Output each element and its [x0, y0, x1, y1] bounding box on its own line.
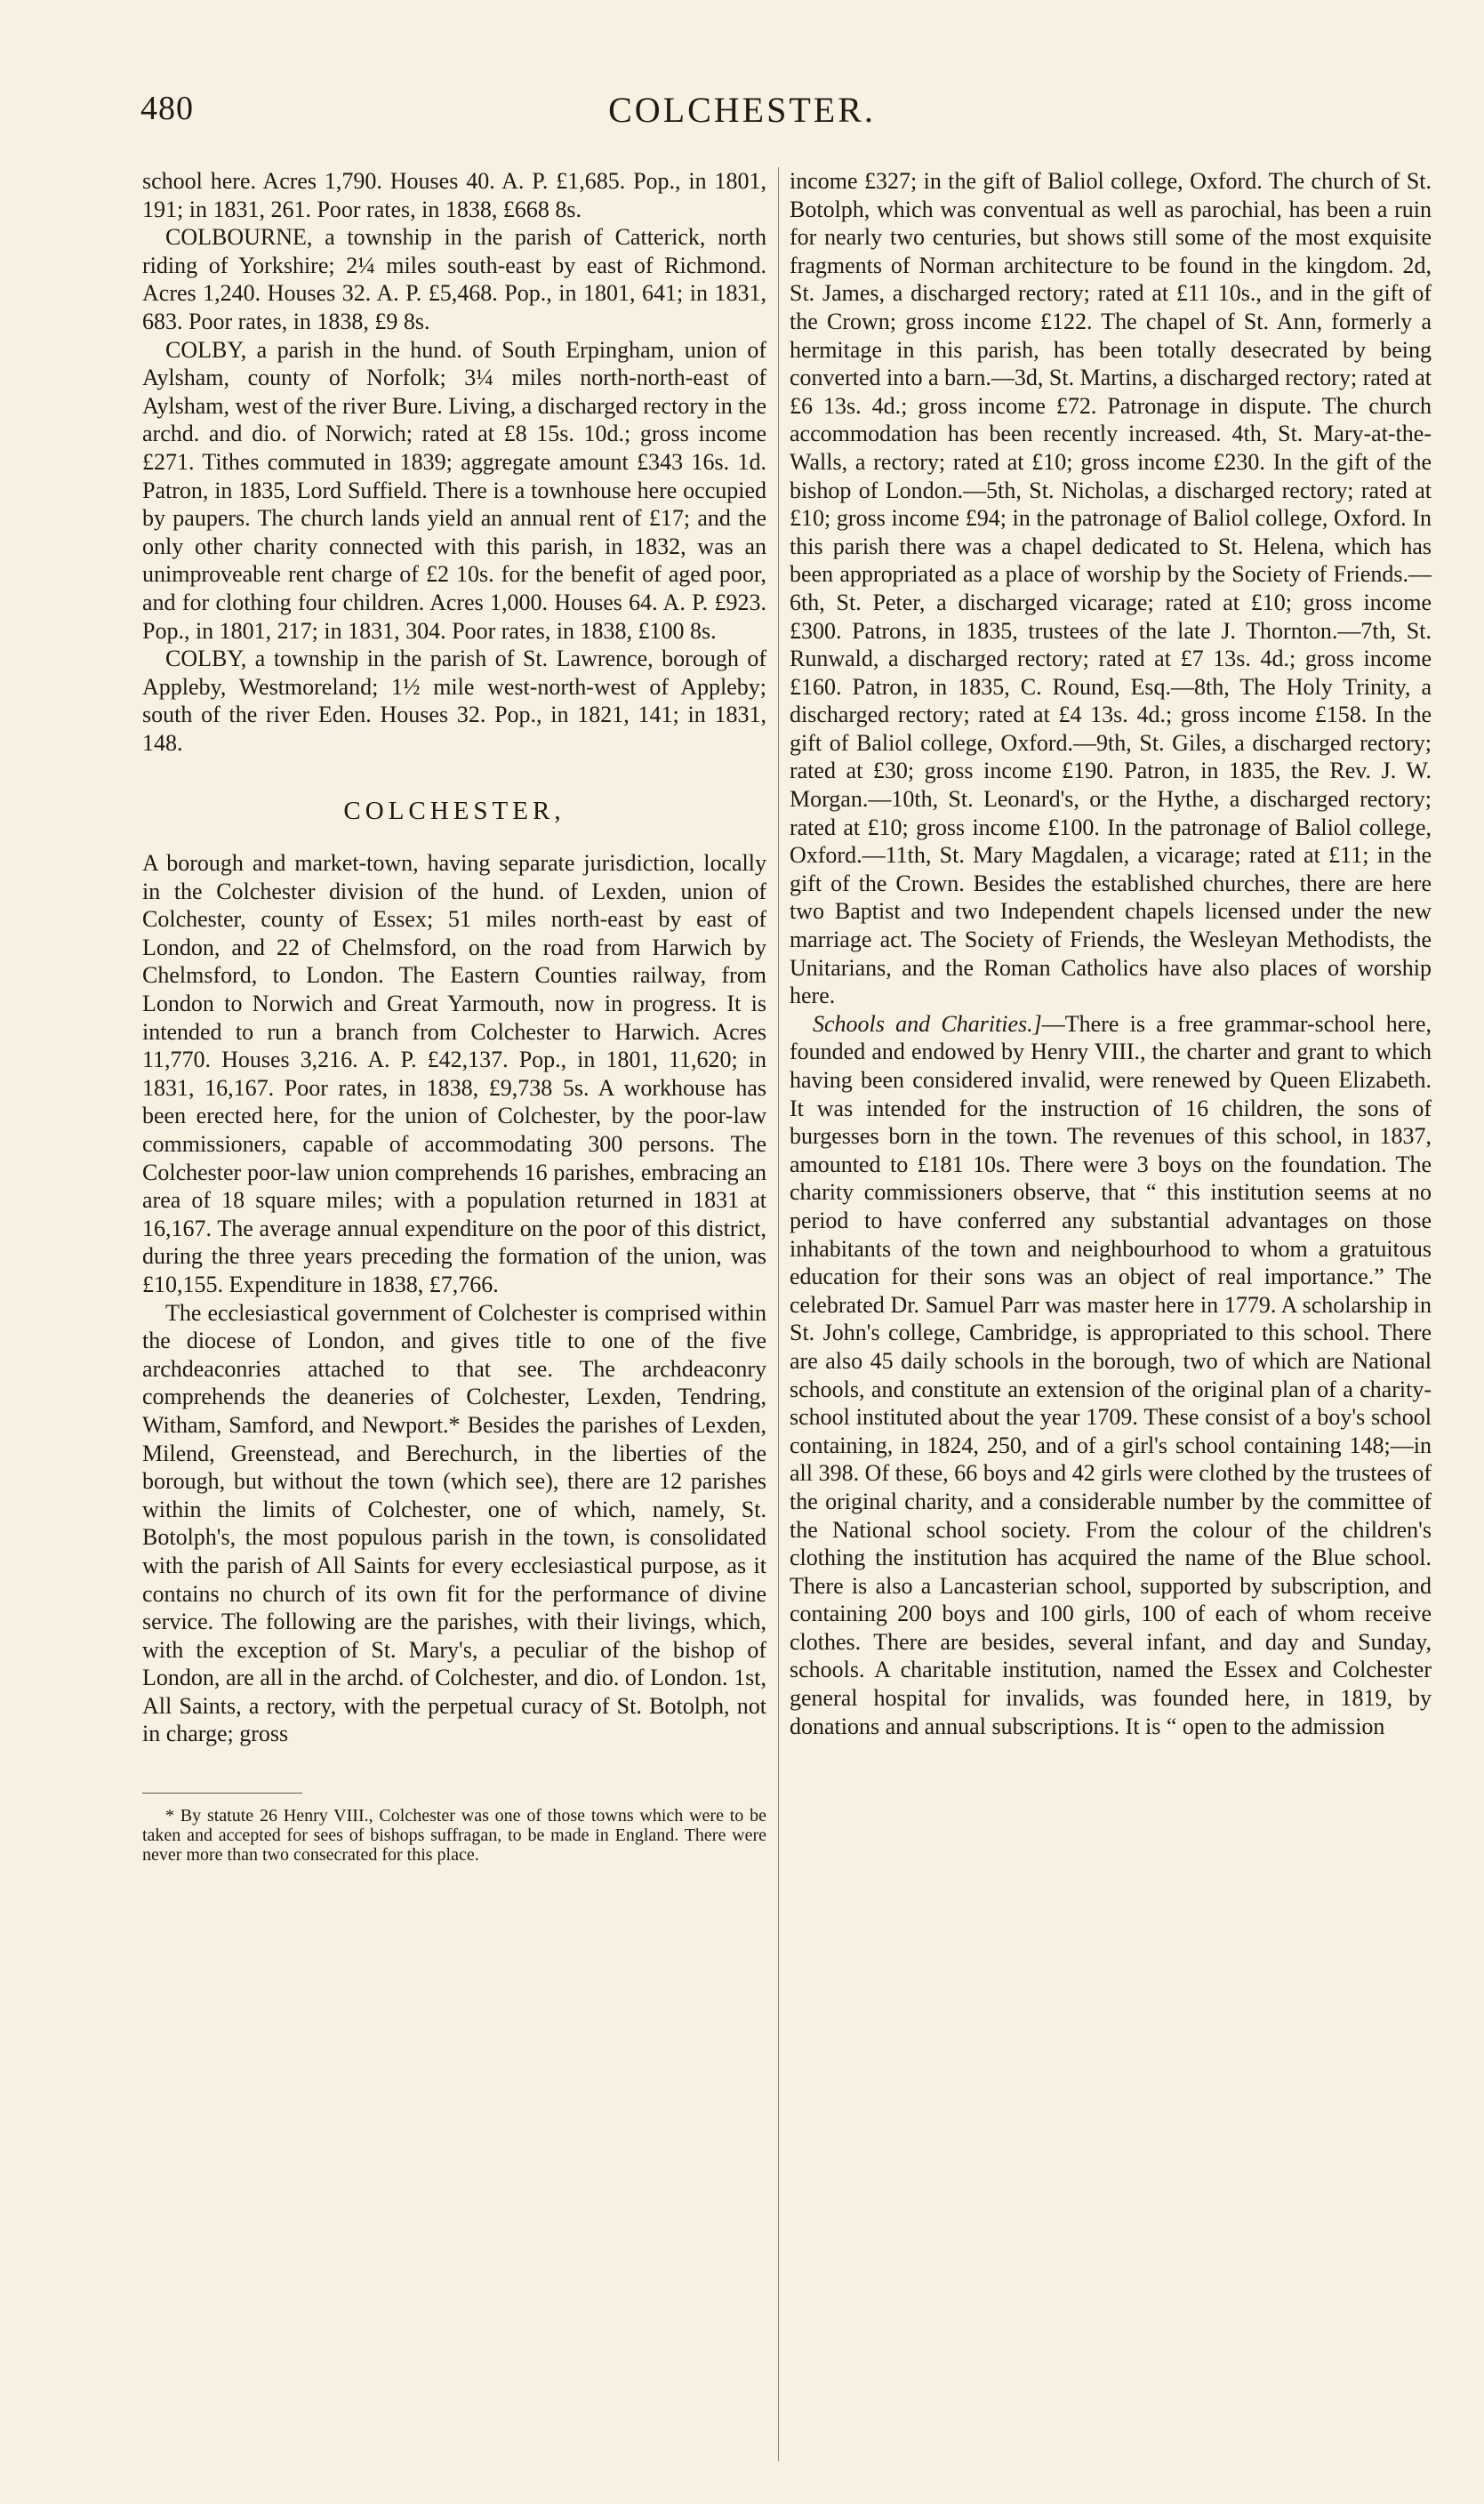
colchester-intro-paragraph: A borough and market-town, having separate jurisdiction, locally in the Colchester division of the hund. of Lexden, union of Colchester, county of Essex; 51 miles north-east by east of London, and 22 of Chelmsford, on the road from Harwich by Chelmsford, to London. The Eastern Counties railway, from London to Norwich and Great Yarmouth, now in progress. It is intended to run a branch from Colchester to Harwich. Acres 11,770. Houses 3,216. A. P. £42,137. Pop., in 1801, 11,620; in 1831, 16,167. Poor rates, in 1838, £9,738 5s. A workhouse has been erected here, for the union of Colchester, by the poor-law commissioners, capable of accommodating 300 persons. The Colchester poor-law union comprehends 16 parishes, embracing an area of 18 square miles; with a population returned in 1831 at 16,167. The average annual expenditure on the poor of this district, during the three years preceding the formation of the union, was £10,155. Expenditure in 1838, £7,766.: [142, 850, 766, 1297]
parishes-paragraph: income £327; in the gift of Baliol college, Oxford. The church of St. Botolph, which was conventual as well as parochial, has been a ruin for nearly two centuries, but shows still some of the most exquisite fragments of Norman architecture to be found in the kingdom. 2d, St. James, a discharged rectory; rated at £11 10s., and in the gift of the Crown; gross income £122. The chapel of St. Ann, formerly a hermitage in this parish, has been totally desecrated by being converted into a barn.—3d, St. Martins, a discharged rectory; rated at £6 13s. 4d.; gross income £72. Patronage in dispute. The church accommodation has been recently increased. 4th, St. Mary-at-the-Walls, a rectory; rated at £10; gross income £230. In the gift of the bishop of London.—5th, St. Nicholas, a discharged rectory; rated at £10; gross income £94; in the patronage of Baliol college, Oxford. In this parish there was a chapel dedicated to St. Helena, which has been appropriated as a place of worship by the Society of Friends.—6th, St. Peter, a discharged vicarage; rated at £10; gross income £300. Patrons, in 1835, trustees of the late J. Thornton.—7th, St. Runwald, a discharged rectory; rated at £7 13s. 4d.; gross income £160. Patron, in 1835, C. Round, Esq.—8th, The Holy Trinity, a discharged rectory; rated at £4 13s. 4d.; gross income £158. In the gift of Baliol college, Oxford.—9th, St. Giles, a discharged rectory; rated at £30; gross income £190. Patron, in 1835, the Rev. J. W. Morgan.—10th, St. Leonard's, or the Hythe, a discharged rectory; rated at £10; gross income £100. In the patronage of Baliol college, Oxford.—11th, St. Mary Magdalen, a vicarage; rated at £11; in the gift of the Crown. Besides the established churches, there are here two Baptist and two Independent chapels licensed under the new marriage act. The Society of Friends, the Wesleyan Methodists, the Unitarians, and the Roman Catholics have also places of worship here.: [790, 168, 1432, 1009]
paragraph-school-here: school here. Acres 1,790. Houses 40. A. P. £1,685. Pop., in 1801, 191; in 1831, 261. Poor rates, in 1838, £668 8s.: [142, 168, 766, 222]
section-heading-colchester: COLCHESTER,: [343, 797, 566, 826]
entry-colby-township: COLBY, a township in the parish of St. Lawrence, borough of Appleby, Westmoreland; 1½ mile west-north-west of Appleby; south of the river Eden. Houses 32. Pop., in 1821, 141; in 1831, 148.: [142, 646, 766, 756]
footnote-divider: [142, 1793, 302, 1794]
page-header: [0, 89, 1484, 142]
left-column: [142, 167, 766, 1865]
footnote: * By statute 26 Henry VIII., Colchester was one of those towns which were to be taken and accepted for sees of bishops suffragan, to be made in England. There were never more than two consecrated for this place.: [142, 1806, 766, 1866]
column-divider: [778, 167, 779, 2461]
running-head: COLCHESTER.: [608, 90, 876, 130]
schools-charities-text: —There is a free grammar-school here, founded and endowed by Henry VIII., the charter and grant to which having been considered invalid, were renewed by Queen Elizabeth. It was intended for the instruction of 16 children, the sons of burgesses born in the town. The revenues of this school, in 1837, amounted to £181 10s. There were 3 boys on the foundation. The charity commissioners observe, that “ this institution seems at no period to have conferred any substantial advantages on those inhabitants of the town and neighbourhood to whom a gratuitous education for their sons was an object of real importance.” The celebrated Dr. Samuel Parr was master here in 1779. A scholarship in St. John's college, Cambridge, is appropriated to this school. There are also 45 daily schools in the borough, two of which are National schools, and constitute an extension of the original plan of a charity-school instituted about the year 1709. These consist of a boy's school containing, in 1824, 250, and of a girl's school containing 148;—in all 398. Of these, 66 boys and 42 girls were clothed by the trustees of the original charity, and a considerable number by the committee of the National school society. From the colour of the children's clothing the institution has acquired the name of the Blue school. There is also a Lancasterian school, supported by subscription, and containing 200 boys and 100 girls, 100 of each of whom receive clothes. There are besides, several infant, and day and Sunday, schools. A charitable institution, named the Essex and Colchester general hospital for invalids, was founded here, in 1819, by donations and annual subscriptions. It is “ open to the admission: [790, 1010, 1432, 1739]
page-number: 480: [140, 90, 194, 127]
colchester-ecclesiastical-paragraph: The ecclesiastical government of Colchester is comprised within the diocese of London, and gives title to one of the five archdeaconries attached to that see. The archdeaconry comprehends the deaneries of Colchester, Lexden, Tendring, Witham, Samford, and Newport.* Besides the parishes of Lexden, Milend, Greenstead, and Berechurch, in the liberties of the borough, but without the town (which see), there are 12 parishes within the limits of Colchester, one of which, namely, St. Botolph's, the most populous parish in the town, is consolidated with the parish of All Saints for every ecclesiastical purpose, as it contains no church of its own fit for the performance of divine service. The following are the parishes, with their livings, which, with the exception of St. Mary's, a peculiar of the bishop of London, are all in the archd. of Colchester, and dio. of London. 1st, All Saints, a rectory, with the perpetual curacy of St. Botolph, not in charge; gross: [142, 1299, 766, 1747]
entry-colby-parish: COLBY, a parish in the hund. of South Erpingham, union of Aylsham, county of Norfolk; 3¼ miles north-north-east of Aylsham, west of the river Bure. Living, a discharged rectory in the archd. and dio. of Norwich; rated at £8 15s. 10d.; gross income £271. Tithes commuted in 1839; aggregate amount £343 16s. 1d. Patron, in 1835, Lord Suffield. There is a townhouse here occupied by paupers. The church lands yield an annual rent of £17; and the only other charity connected with this parish, in 1832, was an unimproveable rent charge of £2 10s. for the benefit of aged poor, and for clothing four children. Acres 1,000. Houses 64. A. P. £923. Pop., in 1801, 217; in 1831, 304. Poor rates, in 1838, £100 8s.: [142, 336, 766, 644]
schools-charities-paragraph: [790, 1010, 1432, 1740]
entry-colbourne: COLBOURNE, a township in the parish of Catterick, north riding of Yorkshire; 2¼ miles south-east by east of Richmond. Acres 1,240. Houses 32. A. P. £5,468. Pop., in 1801, 641; in 1831, 683. Poor rates, in 1838, £9 8s.: [142, 224, 766, 334]
schools-charities-lead: Schools and Charities.]: [813, 1010, 1042, 1037]
right-column: [790, 167, 1432, 1740]
